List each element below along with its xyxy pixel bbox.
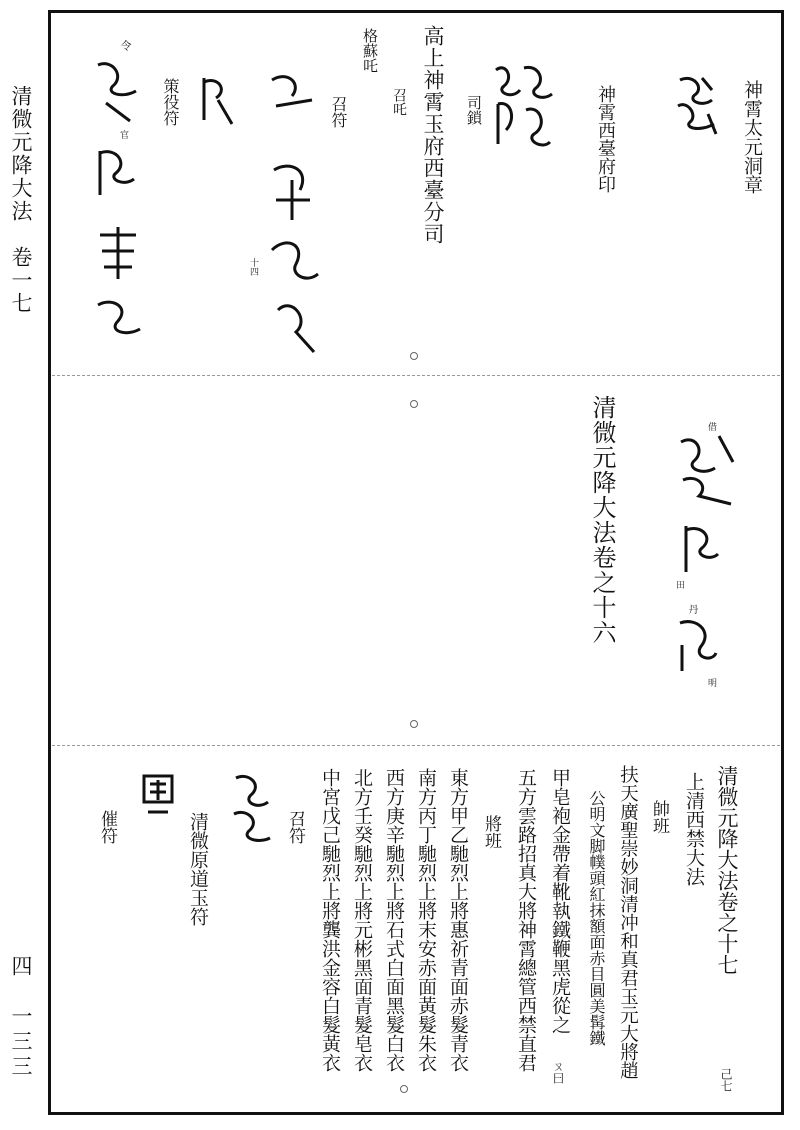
label: 司鎖	[465, 95, 483, 125]
volume-title: 清微元降大法卷之十七	[715, 765, 739, 975]
seal-glyph-icon	[678, 520, 724, 580]
note: 己七	[719, 1068, 733, 1092]
seal-caption: 神霄西臺府印	[595, 85, 616, 193]
text-line: 中宮戊己馳烈上將龔洪金容白髮黃衣	[319, 768, 341, 1072]
section-heading: 召符	[285, 810, 305, 844]
text-line: 西方庚辛馳烈上將石式白面黑髮白衣	[383, 768, 405, 1072]
charm-glyph-icon	[198, 70, 238, 130]
binding-mark	[410, 352, 418, 360]
seal-glyph-icon	[675, 430, 739, 510]
section-divider-bottom	[52, 745, 780, 746]
heading: 高上神霄玉府西臺分司	[421, 25, 445, 245]
text-line: 清微原道玉符	[187, 812, 209, 926]
note: 令	[119, 40, 132, 51]
charm-glyph-icon	[90, 55, 146, 345]
charm-glyph-icon	[262, 60, 326, 360]
label: 召符	[329, 96, 348, 128]
note: 明	[706, 678, 716, 687]
charm-glyph-icon	[138, 770, 178, 820]
text-line: 扶天廣聖崇妙洞清冲和真君玉元大將趙	[617, 765, 639, 1080]
margin-title: 清微元降大法 卷一七	[9, 85, 33, 315]
note: 借	[706, 422, 716, 431]
seal-glyph-icon	[490, 60, 556, 160]
label: 策役符	[161, 78, 180, 126]
seal-glyph-icon	[672, 70, 722, 140]
note: 十四	[248, 258, 258, 276]
margin-page-number: 四 一三三	[9, 955, 33, 1080]
section-heading: 帥班	[649, 800, 669, 834]
note: ㄡ曰	[551, 1060, 565, 1084]
binding-mark	[410, 400, 418, 408]
binding-mark	[400, 1085, 408, 1093]
text-line: 催符	[97, 810, 117, 844]
note: 田	[674, 580, 684, 589]
seal-caption: 神霄太元洞章	[741, 80, 763, 194]
text-line: 公明文脚幞頭紅抹額面赤目圓美髯鐵	[587, 790, 606, 1046]
label: 格蘇吒	[361, 28, 379, 73]
charm-glyph-icon	[228, 768, 274, 848]
text-line: 東方甲乙馳烈上將惠祈青面赤髮青衣	[447, 768, 469, 1072]
text-line: 北方壬癸馳烈上將元彬黑面青髮皂衣	[351, 768, 373, 1072]
text-line: 甲皂袍金帶着靴執鐵鞭黑虎從之	[549, 768, 571, 1034]
section-heading: 將班	[481, 815, 501, 849]
text-line: 南方丙丁馳烈上將末安赤面黃髮朱衣	[415, 768, 437, 1072]
volume-title: 清微元降大法卷之十六	[588, 395, 616, 645]
seal-glyph-icon	[672, 615, 720, 675]
section-divider-top	[52, 375, 780, 376]
binding-mark	[410, 720, 418, 728]
note: 丹	[686, 604, 697, 614]
label: 召吒	[391, 88, 407, 116]
text-line: 五方雲路招真大將神霄總管西禁直君	[515, 768, 537, 1072]
subtitle: 上清西禁大法	[683, 772, 705, 886]
note: 官	[118, 130, 128, 139]
